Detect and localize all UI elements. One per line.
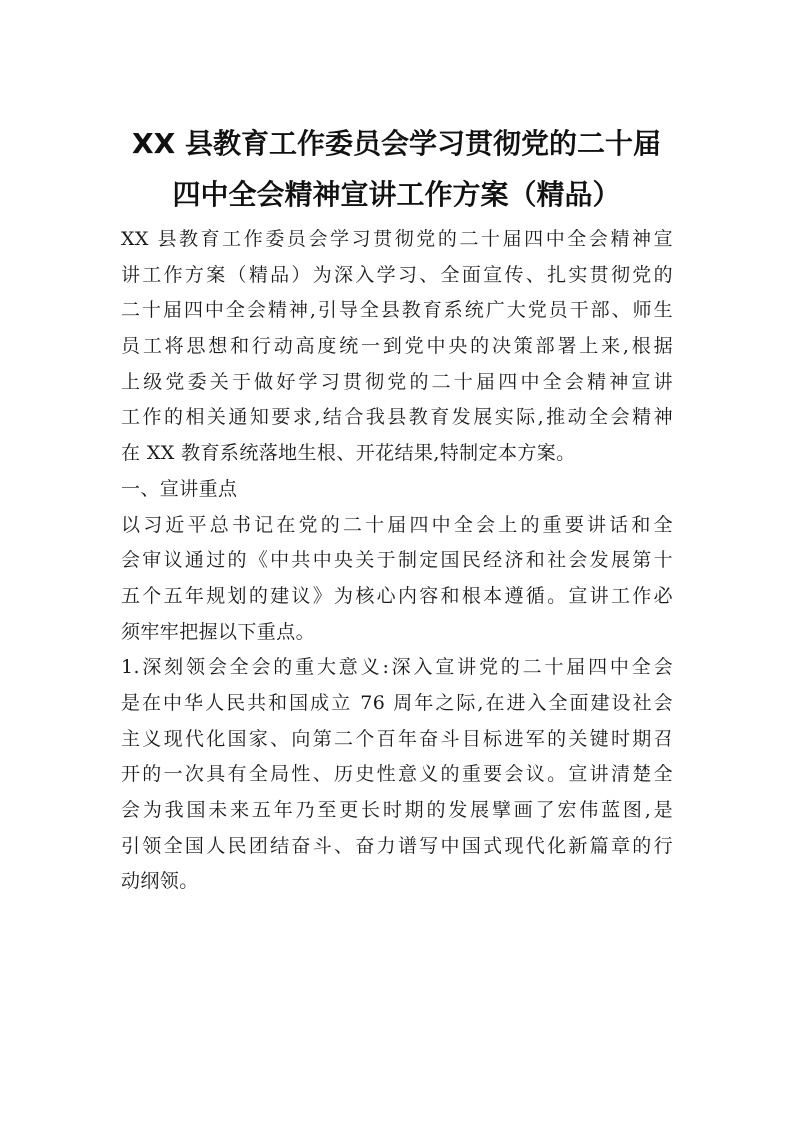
intro-paragraph [121, 222, 673, 472]
text-line: 引领全国人民团结奋斗、奋力谱写中国式现代化新篇章的行 [121, 834, 673, 857]
text-line: 须牢牢把握以下重点。 [121, 620, 316, 643]
text-line: 动纲领。 [121, 870, 199, 893]
text-line: XX 县教育工作委员会学习贯彻党的二十届四中全会精神宣 [121, 228, 673, 250]
text-line: 员工将思想和行动高度统一到党中央的决策部署上来,根据 [121, 335, 673, 358]
text-line: 开的一次具有全局性、历史性意义的重要会议。宣讲清楚全 [121, 763, 673, 786]
section-paragraph [121, 508, 673, 651]
text-line: 工作的相关通知要求,结合我县教育发展实际,推动全会精神 [121, 406, 673, 429]
text-line: 主义现代化国家、向第二个百年奋斗目标进军的关键时期召 [121, 727, 673, 750]
text-line: 以习近平总书记在党的二十届四中全会上的重要讲话和全 [121, 513, 673, 536]
title-line-1: XX 县教育工作委员会学习贯彻党的二十届 [132, 127, 661, 160]
text-line: 会审议通过的《中共中央关于制定国民经济和社会发展第十 [121, 549, 673, 572]
text-line: 讲工作方案（精品）为深入学习、全面宣传、扎实贯彻党的 [121, 263, 673, 286]
section-heading-text: 一、宣讲重点 [121, 477, 238, 500]
document-body [121, 222, 673, 900]
text-line: 二十届四中全会精神,引导全县教育系统广大党员干部、师生 [121, 299, 673, 322]
text-line: 在 XX 教育系统落地生根、开花结果,特制定本方案。 [121, 442, 576, 465]
text-line: 1.深刻领会全会的重大意义:深入宣讲党的二十届四中全会 [121, 656, 673, 679]
text-line: 会为我国未来五年乃至更长时期的发展擘画了宏伟蓝图,是 [121, 799, 673, 821]
document-title [100, 118, 693, 220]
text-line: 是在中华人民共和国成立 76 周年之际,在进入全面建设社会 [121, 691, 673, 714]
title-line-2: 四中全会精神宣讲工作方案（精品） [172, 178, 621, 211]
numbered-item-paragraph [121, 650, 673, 900]
text-line: 上级党委关于做好学习贯彻党的二十届四中全会精神宣讲 [121, 370, 673, 393]
text-line: 五个五年规划的建议》为核心内容和根本遵循。宣讲工作必 [121, 584, 673, 607]
section-heading [121, 472, 673, 508]
